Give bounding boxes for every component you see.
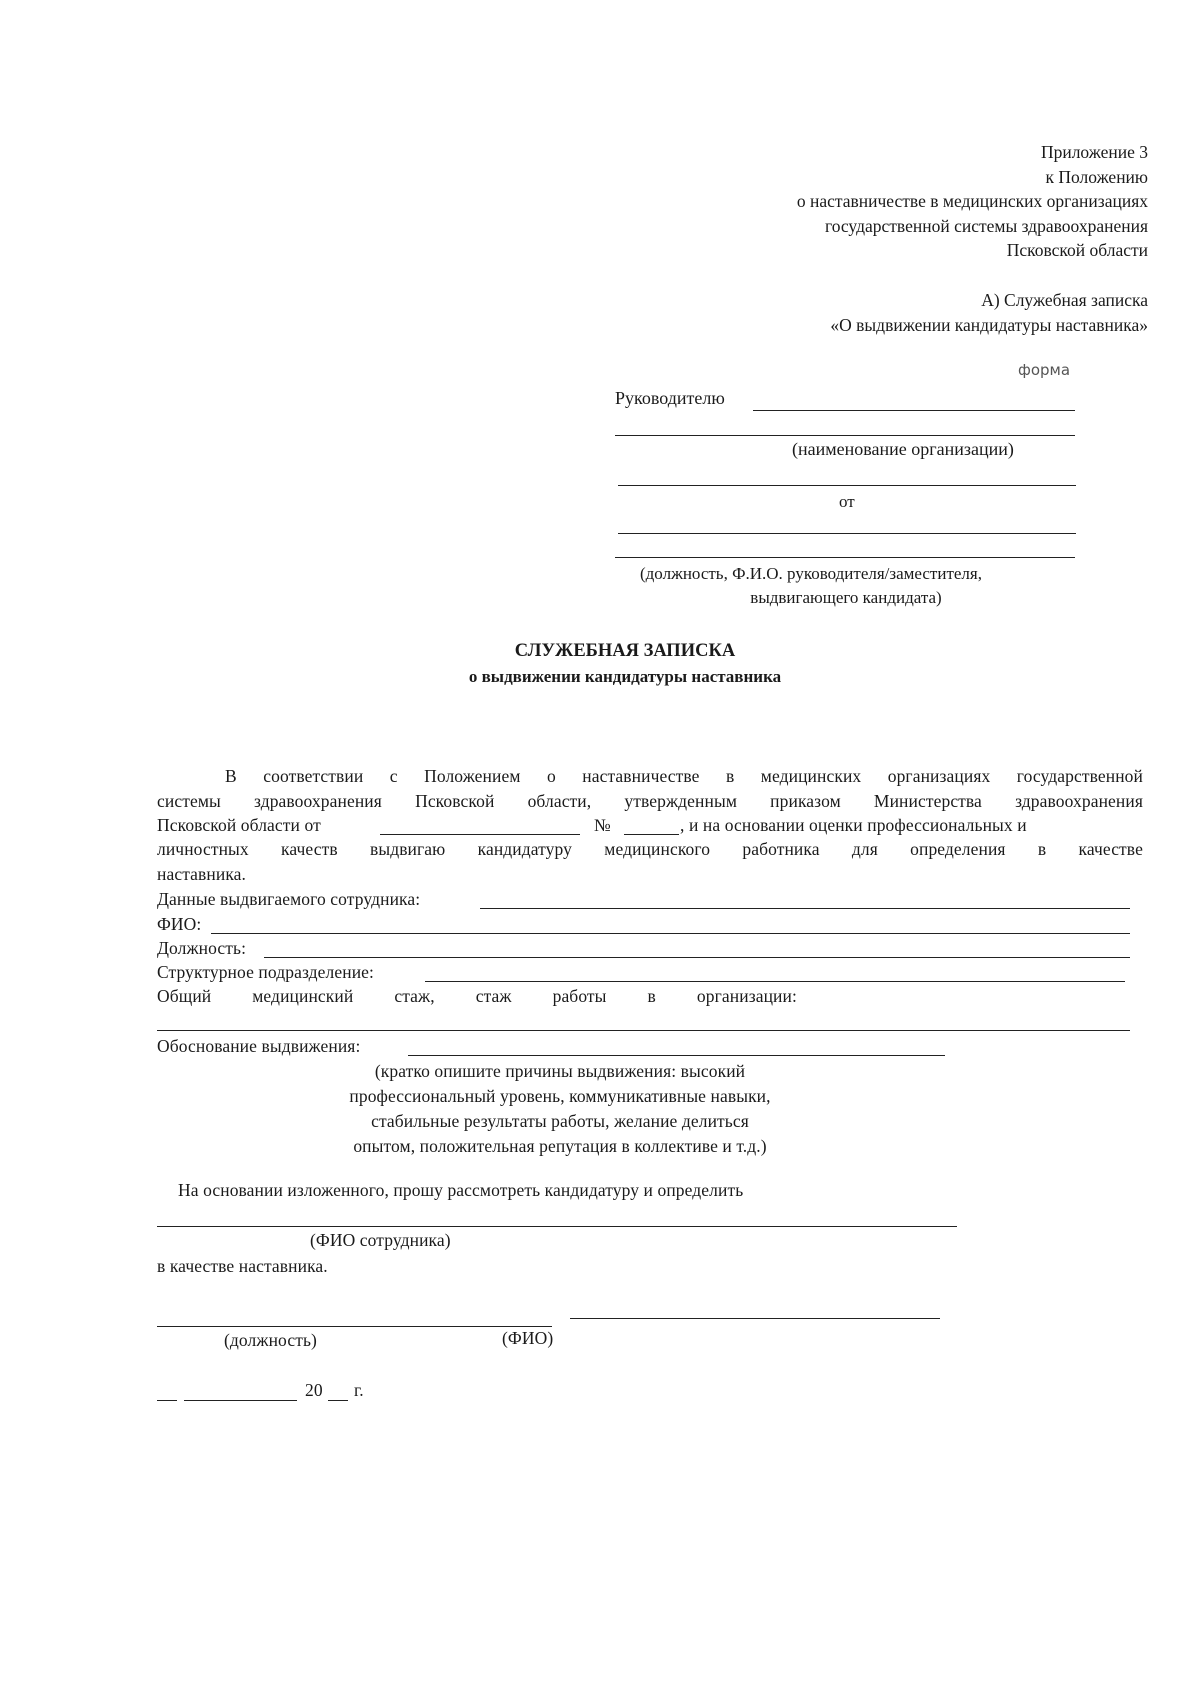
org-line-2[interactable] xyxy=(618,485,1076,486)
document-title: СЛУЖЕБНАЯ ЗАПИСКА xyxy=(514,641,736,661)
date-year-field[interactable] xyxy=(328,1400,348,1401)
appendix-line: к Положению xyxy=(1045,166,1148,187)
word: Общий xyxy=(157,986,212,1006)
to-line[interactable] xyxy=(753,410,1075,411)
document-subtitle: о выдвижении кандидатуры наставника xyxy=(468,667,782,686)
intro-line-1: В соответствии с Положением о наставничестве в медицинских организациях государственной xyxy=(225,766,1143,786)
form-label: форма xyxy=(1018,361,1071,379)
candidate-fio-field[interactable] xyxy=(157,1226,957,1227)
word: выдвигаю xyxy=(369,839,446,859)
signature-position-caption: (должность) xyxy=(224,1330,317,1350)
word: работы xyxy=(552,986,607,1006)
signature-position-field[interactable] xyxy=(157,1326,552,1327)
justification-hint xyxy=(280,1059,840,1159)
org-caption: (наименование организации) xyxy=(792,439,1014,459)
employee-data-field[interactable] xyxy=(480,908,1130,909)
word: медицинского xyxy=(604,839,711,859)
word: медицинский xyxy=(252,986,354,1006)
from-caption xyxy=(640,562,982,610)
org-line[interactable] xyxy=(615,435,1075,436)
intro-line-2: системы здравоохранения Псковской области, утвержденным приказом Министерства здравоохранения xyxy=(157,791,1143,811)
intro-line-3-end: , и на основании оценки профессиональных и xyxy=(680,815,1027,835)
date-month-field[interactable] xyxy=(184,1400,297,1401)
justification-label: Обоснование выдвижения: xyxy=(157,1036,361,1056)
signature-fio-caption: (ФИО) xyxy=(502,1328,554,1348)
order-date-field[interactable] xyxy=(380,834,580,835)
to-label: Руководителю xyxy=(615,388,725,408)
intro-line-3-number-sign: № xyxy=(594,815,611,835)
date-year-prefix: 20 xyxy=(305,1380,323,1400)
experience-field[interactable] xyxy=(157,1030,1130,1031)
position-field[interactable] xyxy=(264,957,1130,958)
position-label: Должность: xyxy=(157,938,247,958)
intro-line-5: наставника. xyxy=(157,864,247,884)
word: качеств xyxy=(281,839,338,859)
appendix-header xyxy=(797,140,1148,263)
hint-line: (кратко опишите причины выдвижения: высокий xyxy=(374,1061,746,1081)
word: в xyxy=(1037,839,1047,859)
appendix-line: государственной системы здравоохранения xyxy=(824,215,1148,236)
signature-fio-field[interactable] xyxy=(570,1318,940,1319)
candidate-fio-caption: (ФИО сотрудника) xyxy=(310,1230,451,1250)
employee-data-label: Данные выдвигаемого сотрудника: xyxy=(157,889,421,909)
memo-type-header xyxy=(830,288,1148,337)
memo-type-line: А) Служебная записка xyxy=(981,290,1148,310)
intro-line-3-start: Псковской области от xyxy=(157,815,321,835)
from-line[interactable] xyxy=(618,533,1076,534)
fio-label: ФИО: xyxy=(157,914,202,934)
date-year-suffix: г. xyxy=(354,1380,364,1400)
word: личностных xyxy=(157,839,249,859)
word: для xyxy=(851,839,878,859)
from-line-2[interactable] xyxy=(615,557,1075,558)
appendix-line: о наставничестве в медицинских организациях xyxy=(796,191,1148,211)
date-day-field[interactable] xyxy=(157,1400,177,1401)
justification-field[interactable] xyxy=(408,1055,945,1056)
hint-line: стабильные результаты работы, желание делиться xyxy=(371,1111,749,1131)
from-caption-line: выдвигающего кандидата) xyxy=(750,588,942,607)
word: в xyxy=(647,986,656,1006)
memo-type-line: «О выдвижении кандидатуры наставника» xyxy=(830,314,1148,335)
from-label: от xyxy=(839,492,855,511)
word: стаж, xyxy=(394,986,435,1006)
word: организации: xyxy=(696,986,797,1006)
order-number-field[interactable] xyxy=(624,834,679,835)
intro-line-4 xyxy=(157,839,1143,860)
word: качестве xyxy=(1078,839,1143,859)
fio-field[interactable] xyxy=(211,933,1130,934)
from-caption-line: (должность, Ф.И.О. руководителя/заместителя, xyxy=(640,564,982,583)
appendix-line: Приложение 3 xyxy=(1040,142,1148,162)
appendix-line: Псковской области xyxy=(1006,240,1148,260)
as-mentor-text: в качестве наставника. xyxy=(157,1256,328,1276)
hint-line: опытом, положительная репутация в коллективе и т.д.) xyxy=(353,1136,767,1156)
department-field[interactable] xyxy=(425,981,1125,982)
word: стаж xyxy=(475,986,512,1006)
request-line: На основании изложенного, прошу рассмотреть кандидатуру и определить xyxy=(178,1180,744,1200)
word: кандидатуру xyxy=(477,839,573,859)
experience-label xyxy=(157,986,797,1007)
word: работника xyxy=(742,839,820,859)
hint-line: профессиональный уровень, коммуникативные навыки, xyxy=(349,1086,771,1106)
word: определения xyxy=(910,839,1006,859)
department-label: Структурное подразделение: xyxy=(157,962,374,982)
